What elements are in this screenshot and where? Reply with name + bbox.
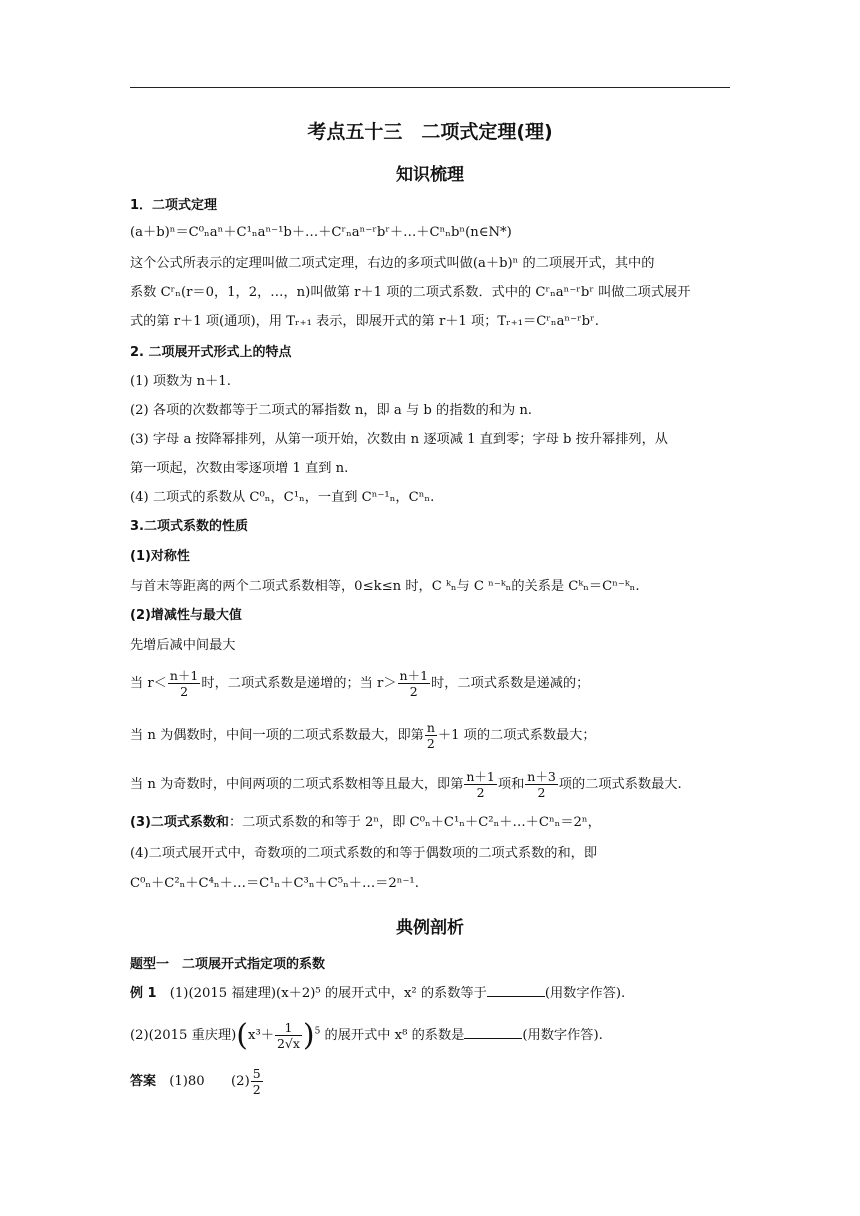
paragraph-line: 先增后减中间最大 — [130, 638, 236, 653]
example-label: 例 1 — [130, 986, 157, 1001]
text-fragment: 项和 — [497, 777, 525, 792]
example-1-part-2 — [130, 1017, 732, 1053]
list-item-continued: 第一项起，次数由零逐项增 1 直到 n. — [130, 461, 349, 476]
fraction-5-over-2 — [251, 1066, 263, 1097]
fraction-numerator: n — [426, 720, 435, 735]
right-paren: ) — [302, 1017, 315, 1053]
answer-blank — [487, 983, 545, 997]
paragraph-line: 与首末等距离的两个二项式系数相等，0≤k≤n 时，C ᵏₙ与 C ⁿ⁻ᵏₙ的关系是 Cᵏₙ＝Cⁿ⁻ᵏₙ. — [130, 579, 640, 594]
fraction-denominator: 2 — [409, 684, 418, 699]
header-rule — [130, 87, 730, 88]
answer-line — [130, 1066, 732, 1097]
fraction-denominator: 2 — [476, 785, 485, 800]
exponent: 5 — [314, 1026, 321, 1037]
fraction-n-plus-1-over-2 — [398, 668, 431, 699]
text-fragment: 项的二项式系数最大. — [558, 777, 682, 792]
fraction-denominator: 2 — [537, 785, 546, 800]
list-item: (1) 项数为 n＋1. — [130, 374, 231, 389]
odd-n-line — [130, 769, 732, 800]
text-fragment: 当 n 为奇数时，中间两项的二项式系数相等且最大，即第 — [130, 777, 464, 792]
text-fragment: (用数字作答). — [522, 1028, 603, 1043]
text-fragment: (用数字作答). — [544, 986, 626, 1001]
subheading-coefficient-sum: (3)二项式系数和 — [130, 815, 229, 830]
fraction-n-over-2 — [425, 720, 437, 751]
text-fragment: x³＋ — [248, 1028, 274, 1043]
text-fragment: 当 r＜ — [130, 676, 167, 691]
text-fragment: 当 n 为偶数时，中间一项的二项式系数最大，即第 — [130, 728, 424, 743]
text-fragment: (2)(2015 重庆理) — [130, 1028, 237, 1043]
heading-binomial-theorem: 1．二项式定理 — [130, 198, 218, 213]
fraction-denominator: 2 — [252, 1082, 261, 1097]
fraction-numerator: 1 — [275, 1020, 302, 1036]
heading-properties: 3.二项式系数的性质 — [130, 519, 248, 534]
fraction-numerator: n＋1 — [169, 668, 199, 683]
list-item: (4) 二项式的系数从 C⁰ₙ，C¹ₙ，一直到 Cⁿ⁻¹ₙ，Cⁿₙ. — [130, 490, 435, 505]
text-fragment: ：二项式系数的和等于 2ⁿ，即 C⁰ₙ＋C¹ₙ＋C²ₙ＋…＋Cⁿₙ＝2ⁿ， — [228, 815, 601, 830]
fraction-numerator: 5 — [252, 1066, 261, 1081]
fraction-n-plus-1-over-2 — [168, 668, 201, 699]
subheading-symmetry: (1)对称性 — [130, 549, 190, 564]
answer-blank — [464, 1025, 522, 1039]
fraction-1-over-2-sqrt-x — [275, 1020, 302, 1051]
text-fragment: ＋1 项的二项式系数最大； — [437, 728, 596, 743]
even-n-line — [130, 720, 732, 751]
question-type-heading: 题型一 二项展开式指定项的系数 — [130, 957, 326, 972]
example-1-part-1 — [130, 983, 732, 1004]
coefficient-sum-line — [130, 813, 732, 833]
subheading-monotonic: (2)增减性与最大值 — [130, 608, 242, 623]
fraction-denominator: 2 — [180, 684, 189, 699]
answer-label: 答案 — [130, 1074, 157, 1089]
fraction-numerator: n＋1 — [466, 769, 495, 784]
list-item: (3) 字母 a 按降幂排列，从第一项开始，次数由 n 逐项减 1 直到零；字母 b 按升幂排列，从 — [130, 432, 668, 447]
paragraph-line: 系数 Cʳₙ(r＝0，1，2，…，n)叫做第 r＋1 项的二项式系数．式中的 Cʳₙaⁿ⁻ʳbʳ 叫做二项式展开 — [130, 285, 691, 300]
fraction-numerator: n＋3 — [527, 769, 556, 784]
fraction-denominator: 2√x — [276, 1036, 300, 1051]
parity-sum-formula: C⁰ₙ＋C²ₙ＋C⁴ₙ＋…＝C¹ₙ＋C³ₙ＋C⁵ₙ＋…＝2ⁿ⁻¹. — [130, 876, 419, 891]
text-fragment: (1)80 (2) — [156, 1074, 250, 1089]
text-fragment: 时，二项式系数是递减的； — [431, 676, 590, 691]
paragraph-line: 式的第 r＋1 项(通项)，用 Tᵣ₊₁ 表示，即展开式的第 r＋1 项；Tᵣ₊₁＝Cʳₙaⁿ⁻ʳbʳ. — [130, 314, 599, 329]
list-item: (2) 各项的次数都等于二项式的幂指数 n，即 a 与 b 的指数的和为 n. — [130, 403, 533, 418]
binomial-formula: (a＋b)ⁿ＝C⁰ₙaⁿ＋C¹ₙaⁿ⁻¹b＋…＋Cʳₙaⁿ⁻ʳbʳ＋…＋Cⁿₙbⁿ(n∈N*) — [130, 225, 512, 240]
fraction-n-plus-1-over-2 — [464, 769, 497, 800]
fraction-n-plus-3-over-2 — [525, 769, 558, 800]
text-fragment: 时，二项式系数是递增的；当 r＞ — [201, 676, 397, 691]
paragraph-line: (4)二项式展开式中，奇数项的二项式系数的和等于偶数项的二项式系数的和，即 — [130, 846, 598, 861]
heading-features: 2. 二项展开式形式上的特点 — [130, 345, 292, 360]
paragraph-line: 这个公式所表示的定理叫做二项式定理，右边的多项式叫做(a＋b)ⁿ 的二项展开式，其中的 — [130, 256, 655, 271]
left-paren: ( — [236, 1017, 249, 1053]
section-title-examples: 典例剖析 — [396, 918, 464, 938]
page-title: 考点五十三 二项式定理(理) — [307, 121, 553, 143]
fraction-denominator: 2 — [426, 736, 435, 751]
section-title-knowledge: 知识梳理 — [396, 165, 464, 185]
fraction-numerator: n＋1 — [399, 668, 429, 683]
monotonic-condition-line — [130, 668, 732, 699]
text-fragment: 的展开式中 x⁸ 的系数是 — [320, 1028, 465, 1043]
text-fragment: (1)(2015 福建理)(x＋2)⁵ 的展开式中，x² 的系数等于 — [156, 986, 487, 1001]
